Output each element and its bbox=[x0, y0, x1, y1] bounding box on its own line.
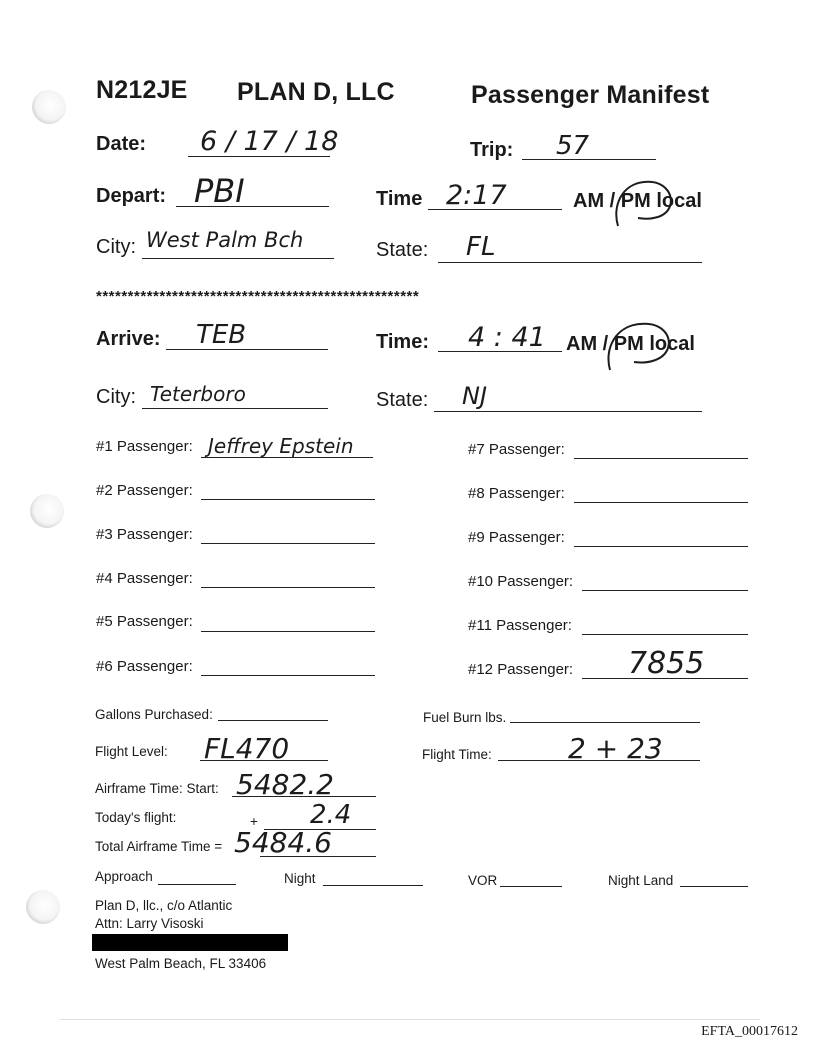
passenger-10-label: #10 Passenger: bbox=[468, 573, 574, 590]
passenger-12-value: 7855 bbox=[628, 646, 705, 681]
separator-stars: *************************************************** bbox=[96, 288, 420, 305]
punch-hole-top bbox=[32, 90, 66, 124]
passenger-7-line bbox=[574, 458, 748, 459]
passenger-2-line bbox=[201, 499, 375, 500]
passenger-2-label: #2 Passenger: bbox=[96, 482, 193, 499]
tail-number: N212JE bbox=[96, 76, 188, 104]
todays-flight-value: 2.4 bbox=[310, 800, 352, 830]
pm-circle-icon bbox=[602, 318, 674, 372]
arrive-ampm: AM / PM local bbox=[566, 333, 695, 355]
arrive-time-label: Time: bbox=[376, 331, 429, 353]
depart-time-value: 2:17 bbox=[446, 180, 507, 211]
gallons-label: Gallons Purchased: bbox=[95, 707, 213, 722]
depart-state-label: State: bbox=[376, 239, 429, 261]
date-label: Date: bbox=[96, 133, 147, 155]
pm-circle-icon bbox=[608, 176, 676, 228]
form-title: Passenger Manifest bbox=[471, 81, 710, 109]
night-label: Night bbox=[284, 871, 316, 886]
passenger-1-label: #1 Passenger: bbox=[96, 438, 193, 455]
approach-label: Approach bbox=[95, 869, 153, 884]
depart-time-label: Time bbox=[376, 188, 423, 210]
passenger-6-label: #6 Passenger: bbox=[96, 658, 193, 675]
address-line-2: Attn: Larry Visoski bbox=[95, 916, 204, 931]
arrive-city-line bbox=[142, 408, 328, 409]
date-value: 6 / 17 / 18 bbox=[200, 126, 339, 157]
passenger-9-label: #9 Passenger: bbox=[468, 529, 565, 546]
vor-line bbox=[500, 886, 562, 887]
passenger-4-label: #4 Passenger: bbox=[96, 570, 193, 587]
passenger-11-line bbox=[582, 634, 748, 635]
passenger-6-line bbox=[201, 675, 375, 676]
address-line-1: Plan D, llc., c/o Atlantic bbox=[95, 898, 233, 913]
flight-level-label: Flight Level: bbox=[95, 744, 168, 759]
night-line bbox=[323, 885, 423, 886]
arrive-state-line bbox=[434, 411, 702, 412]
punch-hole-middle bbox=[30, 494, 64, 528]
redaction-bar bbox=[92, 934, 288, 951]
passenger-11-label: #11 Passenger: bbox=[468, 617, 572, 634]
passenger-4-line bbox=[201, 587, 375, 588]
passenger-12-label: #12 Passenger: bbox=[468, 661, 574, 678]
passenger-5-line bbox=[201, 631, 375, 632]
depart-state-value: FL bbox=[466, 232, 496, 262]
arrive-value: TEB bbox=[196, 320, 247, 350]
todays-flight-label: Today's flight: bbox=[95, 810, 177, 825]
depart-city-value: West Palm Bch bbox=[146, 228, 304, 252]
vor-label: VOR bbox=[468, 873, 498, 888]
arrive-city-value: Teterboro bbox=[150, 382, 246, 406]
arrive-time-value: 4 : 41 bbox=[468, 322, 546, 353]
trip-label: Trip: bbox=[470, 139, 514, 161]
bates-number: EFTA_00017612 bbox=[701, 1024, 798, 1039]
airframe-start-value: 5482.2 bbox=[236, 768, 334, 801]
depart-state-line bbox=[438, 262, 702, 263]
depart-label: Depart: bbox=[96, 185, 167, 207]
passenger-8-label: #8 Passenger: bbox=[468, 485, 565, 502]
depart-ampm: AM / PM local bbox=[573, 190, 702, 212]
arrive-city-label: City: bbox=[96, 386, 136, 408]
flight-level-value: FL470 bbox=[204, 732, 290, 765]
fuel-burn-line bbox=[510, 722, 700, 723]
arrive-state-value: NJ bbox=[462, 382, 488, 410]
passenger-5-label: #5 Passenger: bbox=[96, 613, 193, 630]
passenger-1-value: Jeffrey Epstein bbox=[208, 434, 354, 458]
trip-value: 57 bbox=[556, 131, 590, 161]
fuel-burn-label: Fuel Burn lbs. bbox=[423, 710, 507, 725]
passenger-7-label: #7 Passenger: bbox=[468, 441, 565, 458]
arrive-label: Arrive: bbox=[96, 328, 161, 350]
page-bottom-rule bbox=[60, 1019, 760, 1020]
night-land-label: Night Land bbox=[608, 873, 674, 888]
gallons-line bbox=[218, 720, 328, 721]
passenger-10-line bbox=[582, 590, 748, 591]
passenger-3-label: #3 Passenger: bbox=[96, 526, 193, 543]
flight-time-label: Flight Time: bbox=[422, 747, 492, 762]
punch-hole-bottom bbox=[26, 890, 60, 924]
flight-time-value: 2 + 23 bbox=[568, 732, 663, 765]
passenger-8-line bbox=[574, 502, 748, 503]
company-name: PLAN D, LLC bbox=[237, 78, 395, 106]
airframe-start-label: Airframe Time: Start: bbox=[95, 781, 219, 796]
arrive-state-label: State: bbox=[376, 389, 429, 411]
total-airframe-value: 5484.6 bbox=[234, 826, 332, 859]
depart-city-label: City: bbox=[96, 236, 136, 258]
depart-value: PBI bbox=[194, 172, 245, 210]
todays-flight-plus: + bbox=[250, 814, 258, 829]
approach-line bbox=[158, 884, 236, 885]
passenger-3-line bbox=[201, 543, 375, 544]
total-airframe-label: Total Airframe Time = bbox=[95, 839, 223, 854]
passenger-9-line bbox=[574, 546, 748, 547]
night-land-line bbox=[680, 886, 748, 887]
depart-city-line bbox=[142, 258, 334, 259]
arrive-line bbox=[166, 349, 328, 350]
address-line-4: West Palm Beach, FL 33406 bbox=[95, 956, 267, 971]
